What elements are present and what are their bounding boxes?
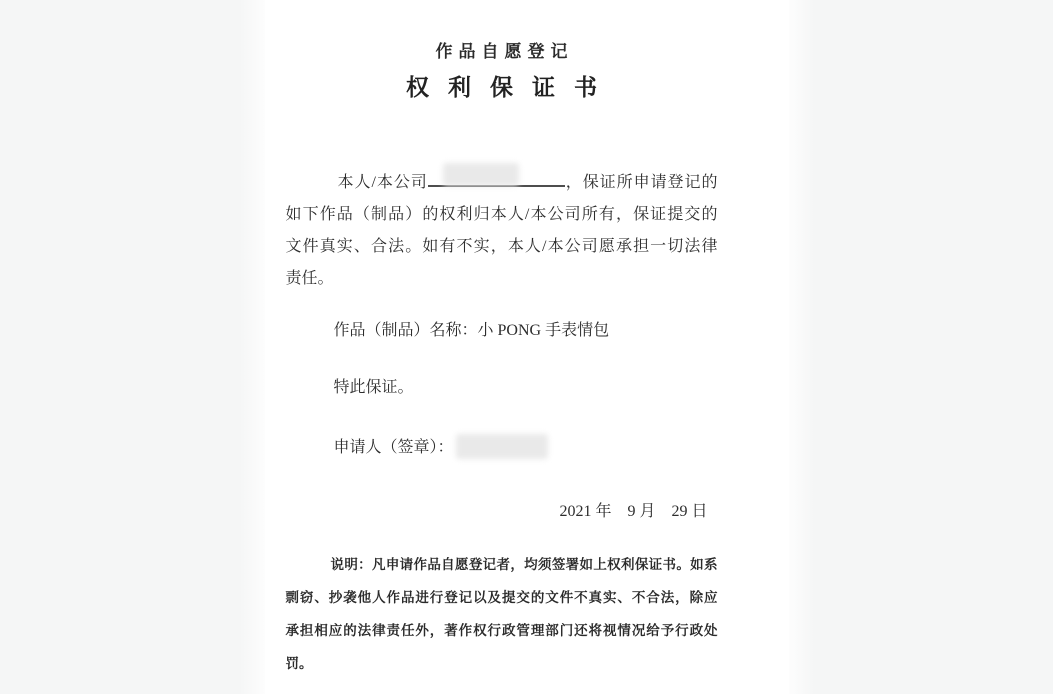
- note-line-1: 说明：凡申请作品自愿登记者，均须签署如上权利保证书。如系: [330, 557, 718, 572]
- note-line-2: 剽窃、抄袭他人作品进行登记以及提交的文件不真实、不合法，除应: [285, 590, 718, 605]
- note-line-3: 承担相应的法律责任外，著作权行政管理部门还将视情况给予行政处: [285, 623, 718, 638]
- page-left-shadow-fade: [239, 0, 265, 694]
- guarantee-text-before-blank: 本人/本公司: [337, 174, 428, 191]
- guarantee-paragraph-line-2: 如下作品（制品）的权利归本人/本公司所有，保证提交的: [285, 206, 718, 223]
- guarantee-paragraph-line-3: 文件真实、合法。如有不实，本人/本公司愿承担一切法律: [285, 238, 718, 255]
- doc-subtitle: 作品自愿登记: [435, 42, 574, 61]
- page-right-shadow-fade: [789, 0, 815, 694]
- guarantee-paragraph-line-1: [286, 167, 718, 199]
- note-paragraph: [286, 548, 718, 680]
- document-page: [265, 0, 789, 694]
- company-name-blank-underline: [428, 170, 565, 187]
- guarantee-paragraph: [286, 167, 718, 295]
- applicant-signature-redaction-blur: [456, 434, 548, 459]
- date-line: 2021 年 9 月 29 日: [559, 503, 708, 520]
- company-name-redaction-blur: [443, 163, 519, 186]
- guarantee-statement: 特此保证。: [333, 379, 414, 396]
- work-name-line: 作品（制品）名称：小 PONG 手表情包: [333, 322, 610, 339]
- applicant-label: 申请人（签章）：: [333, 439, 454, 456]
- note-line-4: 罚。: [285, 656, 313, 671]
- doc-title: 权利保证书: [406, 75, 616, 100]
- guarantee-paragraph-line-4: 责任。: [285, 270, 334, 287]
- guarantee-text-after-blank: ，保证所申请登记的: [564, 174, 718, 191]
- applicant-line: [286, 432, 718, 464]
